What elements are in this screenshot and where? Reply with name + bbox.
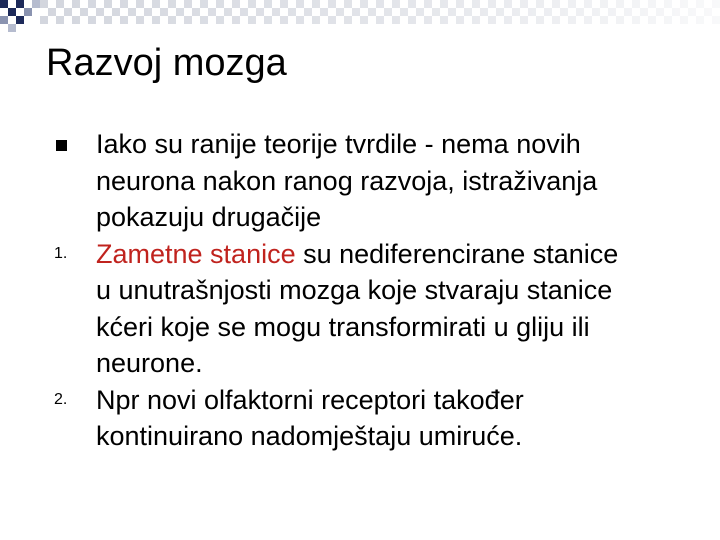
slide-title: Razvoj mozga [46, 42, 287, 84]
highlighted-term: Zametne stanice [96, 238, 296, 269]
list-item [0, 126, 626, 236]
list-item [0, 382, 626, 455]
item-text: Npr novi olfaktorni receptori također kontinuirano nadomještaju umiruće. [96, 384, 524, 451]
item-text: Iako su ranije teorije tvrdile - nema novih neurona nakon ranog razvoja, istraživanja pokazuju drugačije [96, 129, 598, 232]
list-item [0, 236, 626, 382]
decorative-banner [0, 0, 720, 40]
square-bullet-icon [56, 140, 67, 151]
bullet-list [0, 126, 720, 455]
list-number: 2. [54, 390, 68, 408]
list-number: 1. [54, 244, 68, 262]
item-text: su nediferencirane stanice u unutrašnjosti mozga koje stvaraju stanice kćeri koje se mogu transformirati u gliju ili neurone. [96, 238, 619, 378]
